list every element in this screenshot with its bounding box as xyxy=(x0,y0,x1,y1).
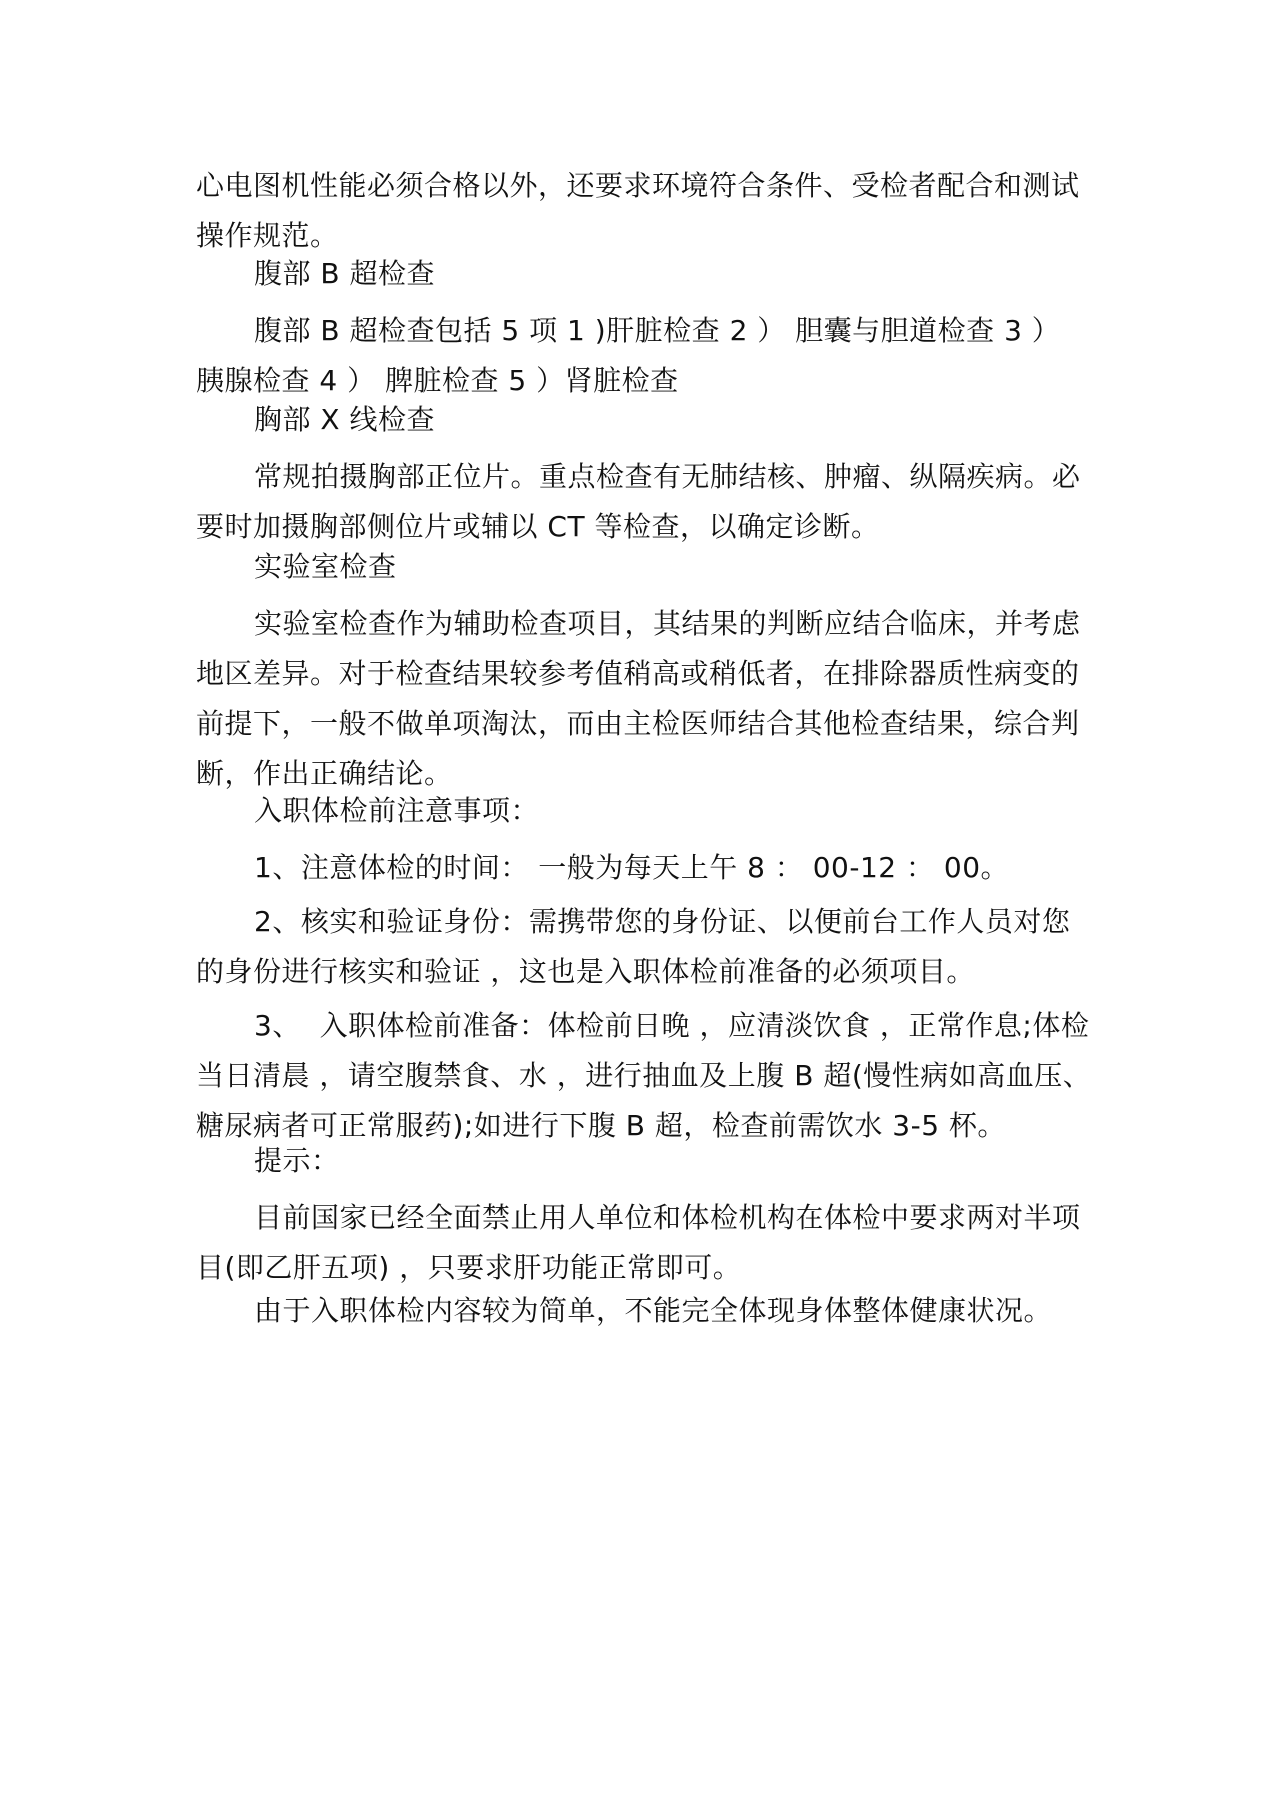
heading-tips: 提示： xyxy=(254,1144,340,1177)
heading-chest-xray: 胸部 X 线检查 xyxy=(254,403,435,436)
paragraph-chest-xray: 常规拍摄胸部正位片。重点检查有无肺结核、肿瘤、纵隔疾病。必要时加摄胸部侧位片或辅以 CT 等检查，以确定诊断。 xyxy=(196,460,1081,543)
paragraph-tip-limitations: 由于入职体检内容较为简单，不能完全体现身体整体健康状况。 xyxy=(254,1294,1053,1327)
paragraph-lab-tests: 实验室检查作为辅助检查项目，其结果的判断应结合临床，并考虑地区差异。对于检查结果较参考值稍高或稍低者，在排除器质性病变的前提下，一般不做单项淘汰，而由主检医师结合其他检查结果，综合判断，作出正确结论。 xyxy=(196,607,1081,790)
list-item-preparation: 3、 入职体检前准备：体检前日晚 ，应清淡饮食 ，正常作息;体检当日清晨 ，请空腹禁食、水 ，进行抽血及上腹 B 超(慢性病如高血压、糖尿病者可正常服药);如进行下腹 B 超，检查前需饮水 3-5 杯。 xyxy=(196,1009,1092,1142)
list-item-time: 1、注意体检的时间： 一般为每天上午 8 ： 00-12 ： 00。 xyxy=(254,851,1010,884)
paragraph-ecg: 心电图机性能必须合格以外，还要求环境符合条件、受检者配合和测试操作规范。 xyxy=(196,169,1080,252)
heading-abdominal-ultrasound: 腹部 B 超检查 xyxy=(254,257,436,290)
paragraph-abdominal-ultrasound: 腹部 B 超检查包括 5 项 1 )肝脏检查 2 ） 胆囊与胆道检查 3 ） 胰腺检查 4 ） 脾脏检查 5 ）肾脏检查 xyxy=(196,314,1070,397)
list-item-identity: 2、核实和验证身份：需携带您的身份证、以便前台工作人员对您的身份进行核实和验证 ，这也是入职体检前准备的必须项目。 xyxy=(196,905,1071,988)
paragraph-tip-hepatitis: 目前国家已经全面禁止用人单位和体检机构在体检中要求两对半项目(即乙肝五项) ，只要求肝功能正常即可。 xyxy=(196,1201,1081,1284)
heading-precautions: 入职体检前注意事项： xyxy=(254,794,540,827)
heading-lab-tests: 实验室检查 xyxy=(254,550,397,583)
